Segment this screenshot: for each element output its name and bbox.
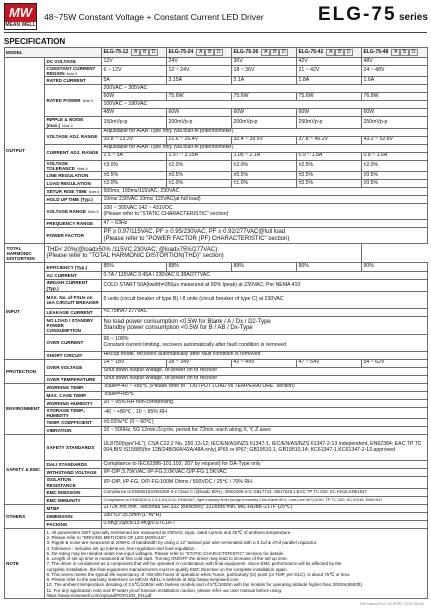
setup-rise-note: Note.6 [88, 190, 100, 195]
temp-coef-value: ±0.03%/℃ (0 ~ 60℃) [102, 419, 428, 427]
note-line: 8. This series meets the typical life expectancy of >50,000 hours of operation when Tcase, particularly (tc) point (or TMP, per DLC), is about 75℃ or less. [46, 571, 351, 577]
dali-row [5, 461, 428, 469]
leakage-row [5, 308, 428, 316]
short-circuit-label: SHORT CIRCUIT [45, 351, 102, 359]
temp-coef-row [5, 419, 428, 427]
model-suffix: A [131, 49, 140, 57]
current-adj-value: 1.05 ~ 2.1A [232, 152, 297, 160]
section-title: SPECIFICATION [4, 37, 66, 46]
product-subtitle: 48~75W Constant Voltage + Constant Current LED Driver [44, 12, 264, 22]
voltage-tol-value: ±2.5% [297, 160, 362, 171]
others-section-label: OTHERS [5, 504, 45, 528]
frequency-value: 47 ~ 63Hz [102, 220, 428, 228]
note-line: 10. The ambient temperature derating of 3.5℃/1000m with fanless models and of 5℃/1000m with fan models for operating altitude higher than 2000m(6500ft). [46, 582, 363, 588]
vibration-label: VIBRATION [45, 427, 102, 435]
cc-region-value: 18 ~ 36V [232, 66, 297, 77]
model-cell [297, 48, 362, 58]
over-current-label: OVER CURRENT [45, 334, 102, 351]
ripple-label [45, 117, 102, 128]
model-suffix: A [261, 49, 270, 57]
load-reg-label: LOAD REGULATION [45, 180, 102, 188]
ripple-row [5, 117, 428, 128]
over-voltage-value: 41 ~ 49V [232, 359, 297, 367]
max-psu-label: MAX. No. of PSUs on 16A CIRCUIT BREAKER [45, 291, 102, 308]
model-suffix: D [344, 49, 353, 57]
efficiency-label: EFFICIENCY (Typ.) [45, 263, 102, 272]
current-adj-label: CURRENT ADJ. RANGE [45, 144, 102, 160]
working-temp-label: WORKING TEMP. [45, 383, 102, 391]
mean-well-logo [4, 3, 37, 30]
setup-rise-label [45, 188, 102, 196]
hold-up-value: 10ms/ 230VAC 10ms/ 115VAC(at full load) [102, 196, 428, 204]
vibration-value: 10 ~ 500Hz, 5G 12min./1cycle, period for 72min. each along X, Y, Z axes [102, 427, 428, 435]
voltage-tol-value: ±2.0% [167, 160, 232, 171]
rated-current-value: 1.6A [362, 77, 428, 85]
cc-region-note: Note.2 [66, 72, 78, 77]
leakage-value: <0.75mA / 277VAC [102, 308, 428, 316]
cc-region-row [5, 66, 428, 77]
hold-up-row [5, 196, 428, 204]
thd-row [5, 244, 428, 263]
header-divider [4, 32, 427, 33]
efficiency-value: 85% [102, 263, 167, 272]
max-case-label: MAX. CASE TEMP. [45, 391, 102, 399]
working-humidity-row [5, 399, 428, 407]
emc-immunity-label: EMC IMMUNITY [45, 496, 102, 504]
voltage-adj-desc: Adjustable for A/AB-Type only (via built-in potentiometer) [102, 128, 428, 136]
model-suffix: A [196, 49, 205, 57]
model-label: MODEL [5, 48, 102, 58]
note-line: 2. Please refer to "DRIVING METHODS OF LED MODULE". [46, 535, 167, 541]
no-load-value [102, 316, 428, 334]
voltage-range-label-text: VOLTAGE RANGE [46, 209, 86, 215]
model-suffix: A [326, 49, 335, 57]
max-case-value: Tcase=+85℃ [102, 391, 428, 399]
voltage-adj-desc-row [5, 128, 428, 136]
load-reg-value: ±1.0% [232, 180, 297, 188]
line-reg-value: ±0.5% [102, 172, 167, 180]
over-voltage-value: 47 ~ 54V [297, 359, 362, 367]
safety-standards-row [5, 435, 428, 461]
working-temp-row [5, 383, 428, 391]
current-adj-value: 0.9 ~ 1.8A [297, 152, 362, 160]
rated-current-row [5, 77, 428, 85]
over-voltage-desc: Shut down output voltage, re-power on to recover [102, 367, 428, 375]
short-circuit-row [5, 351, 428, 359]
thd-line2: (Please refer to "TOTAL HARMONIC DISTORTION(THD)" section) [46, 253, 224, 260]
voltage-range-value [102, 204, 428, 220]
load-reg-value: ±1.0% [167, 180, 232, 188]
model-suffix: A [391, 49, 400, 57]
frequency-row [5, 220, 428, 228]
dc-voltage-value: 24V [167, 58, 232, 66]
power-factor-label: POWER FACTOR [45, 228, 102, 244]
current-adj-value: 1.57 ~ 3.15A [167, 152, 232, 160]
no-load-row [5, 316, 428, 334]
voltage-adj-value: 32.4 ~ 39.6V [232, 136, 297, 144]
power-factor-line2: (Please refer to "POWER FACTOR (PF) CHARACTERISTIC" section) [103, 235, 290, 242]
rated-power-value: 60W [297, 109, 362, 117]
max-psu-value: 5 units (circuit breaker of type B) / 8 units (circuit breaker of type C) at 230VAC [102, 291, 428, 308]
voltage-tol-row [5, 160, 428, 171]
line-reg-value: ±0.5% [232, 172, 297, 180]
no-load-line1: No load power consumption <0.5W for Blank / A / Dx / D2-Type [103, 318, 271, 325]
over-voltage-label: OVER VOLTAGE [45, 359, 102, 375]
note-row [5, 528, 428, 598]
load-reg-row [5, 180, 428, 188]
inrush-value: COLD START 50A(twidth=350μs measured at 50% Ipeak) at 230VAC; Per NEMA 410 [102, 280, 428, 291]
rated-current-value: 5A [102, 77, 167, 85]
setup-rise-label-text: SETUP, RISE TIME [46, 189, 87, 195]
note-line: 6. Length of set up time is measured at first cold start. Turning ON/OFF the driver may lead to increase of the set up time. [46, 556, 288, 562]
efficiency-value: 89% [232, 263, 297, 272]
dc-voltage-value: 48V [362, 58, 428, 66]
voltage-adj-value: 10.8 ~ 13.2V [102, 136, 167, 144]
model-name: ELG-75-48 [363, 48, 389, 55]
load-reg-value: ±0.5% [297, 180, 362, 188]
voltage-tol-label-text: VOLTAGE TOLERANCE [46, 160, 75, 172]
ripple-value: 200mVp-p [167, 117, 232, 128]
rated-power-label-text: RATED POWER [46, 98, 81, 104]
voltage-range-note: Note.5 [87, 210, 99, 215]
dimension-value: 180*63*35.5mm (L*W*H) [102, 512, 428, 520]
voltage-range-line1: 100 ~ 305VAC 142 ~ 431VDC [103, 204, 173, 211]
model-suffix: D [409, 49, 418, 57]
cc-region-value: 21 ~ 42V [297, 66, 362, 77]
cc-region-label [45, 66, 102, 77]
voltage-tol-value: ±2.0% [362, 160, 428, 171]
cc-region-value: 12 ~ 24V [167, 66, 232, 77]
note-text [45, 528, 428, 598]
isolation-label: ISOLATION RESISTANCE [45, 477, 102, 488]
file-name-footer: File Name:ELG-75-SPEC 2020-04-08 [360, 602, 424, 606]
thd-label: TOTAL HARMONIC DISTORTION [5, 244, 45, 263]
logo-mark: MW [5, 4, 36, 22]
rated-power-value: 48W [102, 109, 167, 117]
dali-label: DALI STANDARDS [45, 461, 102, 469]
packing-value: 0.8Kg;16pcs/13.4Kg/0.67CUFT [102, 520, 428, 528]
emc-immunity-row [5, 496, 428, 504]
isolation-row [5, 477, 428, 488]
packing-row [5, 520, 428, 528]
rated-power-value: 76.8W [362, 93, 428, 101]
emc-emission-row [5, 488, 428, 496]
dc-voltage-label: DC VOLTAGE [45, 58, 102, 66]
rated-current-value: 3.15A [167, 77, 232, 85]
note-line: 9. Please refer to the warranty statement on MEAN WELL's website at http://www.meanwell.com [46, 577, 239, 583]
over-temp-row [5, 375, 428, 383]
model-cell [232, 48, 297, 58]
isolation-value: I/P-O/P, I/P-FG, O/P-FG:100M Ohms / 500VDC / 25℃ / 70% RH [102, 477, 428, 488]
model-name: ELG-75-36 [233, 48, 259, 55]
over-voltage-value: 28 ~ 34V [167, 359, 232, 367]
no-load-label: NO LOAD / STANDBY POWER CONSUMPTION [45, 316, 102, 334]
dimension-label: DIMENSION [45, 512, 102, 520]
current-adj-desc: Adjustable for A/AB-Type only (via built-in potentiometer) [102, 144, 428, 152]
ac-current-row [5, 272, 428, 280]
dc-voltage-value: 36V [232, 58, 297, 66]
short-circuit-value: Hiccup mode, recovers automatically after fault condition is removed [102, 351, 428, 359]
dc-voltage-row [5, 58, 428, 66]
over-current-line1: 95 ~ 108% [103, 335, 129, 342]
model-title: ELG-75 [318, 4, 397, 25]
storage-label: STORAGE TEMP., HUMIDITY [45, 407, 102, 418]
rated-power-note: Note.5 [82, 99, 94, 104]
temp-coef-label: TEMP. COEFFICIENT [45, 419, 102, 427]
model-cell [167, 48, 232, 58]
no-load-line2: Standby power consumption <0.5W for B / AB / Dx-Type [103, 325, 253, 332]
voltage-tol-value: ±3.0% [102, 160, 167, 171]
page-header [0, 0, 431, 40]
max-psu-row [5, 291, 428, 308]
model-suffix: B [270, 49, 279, 57]
note-line: 5. De-rating may be needed under low input voltages. Please refer to "STATIC CHARACTERISTIC" sections for details. [46, 550, 285, 556]
series-label: series [399, 12, 428, 23]
withstand-row [5, 469, 428, 477]
model-suffix: D [279, 49, 288, 57]
note-line: https://www.meanwell.com/Upload/PDF/LED_EN.pdf [46, 592, 152, 598]
mtbf-row [5, 504, 428, 512]
over-temp-value: Shut down output voltage, re-power on to recover [102, 375, 428, 383]
ac-current-value: 0.7A / 115VAC 0.45A / 230VAC 0.38A/277VAC [102, 272, 428, 280]
over-current-value [102, 334, 428, 351]
line-reg-label: LINE REGULATION [45, 172, 102, 180]
safety-section-label: SAFETY & EMC [5, 435, 45, 504]
voltage-tol-label [45, 160, 102, 171]
cc-region-value: 24 ~ 48V [362, 66, 428, 77]
ripple-label-text: RIPPLE & NOISE (max.) [46, 117, 84, 128]
safety-standards-label: SAFETY STANDARDS [45, 435, 102, 461]
voltage-tol-note: Note.4 [77, 167, 88, 172]
rated-power-value: 75.6W [167, 93, 232, 101]
input-section-label: INPUT [5, 263, 45, 359]
leakage-label: LEAKAGE CURRENT [45, 308, 102, 316]
line-reg-value: ±0.5% [167, 172, 232, 180]
ripple-value: 250mVp-p [362, 117, 428, 128]
storage-row [5, 407, 428, 418]
rated-current-value: 1.8A [297, 77, 362, 85]
rated-power-value: 75.6W [297, 93, 362, 101]
rated-current-label: RATED CURRENT [45, 77, 102, 85]
over-current-row [5, 334, 428, 351]
note-line: 7. The driver is considered as a component that will be operated in combination with final equipment. Since EMC performance will be affected by the [46, 561, 342, 567]
cc-region-value: 6 ~ 12V [102, 66, 167, 77]
note-line: complete installation, the final equipment manufacturers must re-qualify EMC Directive on the complete installation again. [46, 566, 288, 572]
ripple-value: 150mVp-p [102, 117, 167, 128]
rated-power-value: 60W [102, 93, 167, 101]
current-adj-value: 0.8 ~ 1.6A [362, 152, 428, 160]
mtbf-label: MTBF [45, 504, 102, 512]
mtbf-value: 1172K hrs min. Telcordia SR-332 (Bellcore); 331Khrs min. MIL-HDBK-217F (25℃) [102, 504, 428, 512]
rated-power-range1: 200VAC ~ 305VAC [102, 85, 428, 93]
note-section-label: NOTE [5, 528, 45, 598]
over-current-line2: Constant current limiting, recovers automatically after fault condition is removed [103, 341, 287, 348]
voltage-range-line2: (Please refer to "STATIC CHARACTERISTIC" section) [103, 210, 229, 217]
voltage-adj-value: 21.6 ~ 26.4V [167, 136, 232, 144]
hold-up-label: HOLD UP TIME (Typ.) [45, 196, 102, 204]
emc-emission-value: Compliance to EN55015,EN61000-3-2 Class C (@load≥ 50%) ; EN61000-3-3; GB17743, GB17625.1;EAC TP TC 020; KC KN15,KN61547 [102, 488, 428, 496]
cc-region-label-text: CONSTANT CURRENT REGION [46, 66, 96, 77]
load-reg-value: ±2.0% [102, 180, 167, 188]
efficiency-value: 90% [297, 263, 362, 272]
note-line: 1. All parameters NOT specially mentioned are measured at 230VAC input, rated current and 25℃ of ambient temperature. [46, 529, 292, 535]
working-humidity-label: WORKING HUMIDITY [45, 399, 102, 407]
power-factor-row [5, 228, 428, 244]
efficiency-value: 88% [167, 263, 232, 272]
emc-emission-label: EMC EMISSION [45, 488, 102, 496]
model-cell [362, 48, 428, 58]
model-cell [102, 48, 167, 58]
over-temp-label: OVER TEMPERATURE [45, 375, 102, 383]
note-line: 4. Tolerance : includes set up tolerance, line regulation and load regulation. [46, 545, 196, 551]
ripple-note: Note.3 [62, 123, 73, 128]
voltage-adj-value: 37.8 ~ 46.2V [297, 136, 362, 144]
dimension-row [5, 512, 428, 520]
voltage-tol-value: ±2.0% [232, 160, 297, 171]
current-adj-desc-row [5, 144, 428, 152]
dc-voltage-value: 12V [102, 58, 167, 66]
thd-value [45, 244, 362, 263]
packing-label: PACKING [45, 520, 102, 528]
rated-power-value: 60W [362, 109, 428, 117]
inrush-row [5, 280, 428, 291]
model-name: ELG-75-42 [298, 48, 324, 55]
line-reg-value: ±0.5% [362, 172, 428, 180]
current-adj-value: 2.5 ~ 5A [102, 152, 167, 160]
safety-standards-value: UL8750(type"HL"), CSA C22.2 No. 250.13-12; IEC/EN/AS/NZS 61347-1, IEC/EN/AS/NZS 61347-2-13 independent, EN62384; EAC TP TC 004,BIS IS15885(for 12B/24B/36A/42A/48A only),IP65 or IP67; GB19510.1, GB19510.14; KC61347-1,KC61347-2-13 approved [102, 435, 428, 461]
voltage-adj-value: 43.2 ~ 52.8V [362, 136, 428, 144]
withstand-value: I/P-O/P:3.75KVAC I/P-FG:2.0KVAC O/P-FG:1.5KVAC [102, 469, 428, 477]
note-line: 3. Ripple & noise are measured at 20MHz of bandwidth by using a 12" twisted pair wire terminated with a 0.1uf & 47uf parallel capacitor. [46, 540, 318, 546]
logo-subtext: MEAN WELL [5, 22, 36, 28]
over-voltage-value: 54 ~ 62V [362, 359, 428, 367]
model-suffix: B [205, 49, 214, 57]
protection-section-label: PROTECTION [5, 359, 45, 383]
working-temp-value: Tcase=-40 ~ +85℃ (Please refer to " OUTPUT LOAD vs TEMPERATURE" section) [102, 383, 428, 391]
voltage-adj-label: VOLTAGE ADJ. RANGE [45, 128, 102, 144]
line-reg-value: ±0.5% [297, 172, 362, 180]
rated-power-range1-row [5, 85, 428, 93]
thd-line1: THD< 20%(@load≥50% /115VC,230VAC; @load≥75%/277VAC) [46, 246, 218, 253]
rated-power-value: 60W [167, 109, 232, 117]
model-name: ELG-75-12 [103, 48, 129, 55]
max-case-row [5, 391, 428, 399]
efficiency-value: 90% [362, 263, 428, 272]
power-factor-line1: PF ≥ 0.97/115VAC, PF ≥ 0.95/230VAC, PF ≥ 0.92/277VAC@full load [103, 229, 286, 236]
line-reg-row [5, 172, 428, 180]
storage-value: -40 ~ +80℃ , 10 ~ 95% RH [102, 407, 428, 418]
voltage-range-row [5, 204, 428, 220]
model-suffix: D [149, 49, 158, 57]
ripple-value: 200mVp-p [232, 117, 297, 128]
emc-immunity-value: Compliance to EN61000-4-2,3,4,5,6,8,11; EN61547, light industry level (surge immunity Line-Earth 6KV, Line-Line 4KV);EAC TP TC 020; KC KN15, KN61547 [102, 496, 428, 504]
setup-rise-value: 500ms, 100ms/115VAC, 230VAC [102, 188, 428, 196]
spec-table [4, 47, 428, 599]
model-row [5, 48, 428, 58]
model-suffix: B [400, 49, 409, 57]
working-humidity-value: 20 ~ 95% RH non-condensing [102, 399, 428, 407]
rated-current-value: 2.1A [232, 77, 297, 85]
ac-current-label: AC CURRENT [45, 272, 102, 280]
vibration-row [5, 427, 428, 435]
rated-power-range2: 100VAC ~ 180VAC [102, 101, 428, 109]
output-section-label: OUTPUT [5, 58, 45, 244]
dc-voltage-value: 42V [297, 58, 362, 66]
note-line: 11. For any application note and IP water proof function installation caution, please refer our user manual before using. [46, 587, 283, 593]
inrush-label: INRUSH CURRENT (Typ.) [45, 280, 102, 291]
ripple-value: 250mVp-p [297, 117, 362, 128]
over-voltage-value: 14 ~ 18V [102, 359, 167, 367]
rated-power-label [45, 85, 102, 117]
model-suffix: B [140, 49, 149, 57]
frequency-label: FREQUENCY RANGE [45, 220, 102, 228]
withstand-label: WITHSTAND VOLTAGE [45, 469, 102, 477]
rated-power-value: 60W [232, 109, 297, 117]
model-name: ELG-75-24 [168, 48, 194, 55]
dali-value: Compliance to IEC62386-101,102, 207 by request) for DA-Type only [102, 461, 428, 469]
rated-power-value: 75.6W [232, 93, 297, 101]
model-suffix: B [335, 49, 344, 57]
power-factor-value [102, 228, 428, 244]
environment-section-label: ENVIRONMENT [5, 383, 45, 434]
over-voltage-values-row [5, 359, 428, 367]
load-reg-value: ±0.5% [362, 180, 428, 188]
model-suffix: D [214, 49, 223, 57]
efficiency-row [5, 263, 428, 272]
voltage-range-label [45, 204, 102, 220]
setup-rise-row [5, 188, 428, 196]
